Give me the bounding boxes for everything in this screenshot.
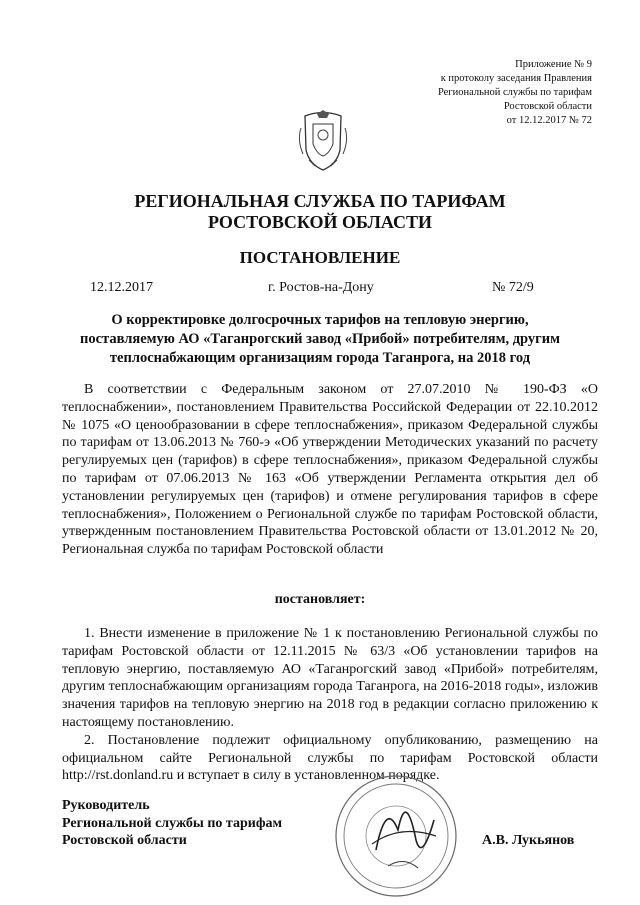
- appendix-line: от 12.12.2017 № 72: [506, 115, 592, 126]
- org-line: РЕГИОНАЛЬНАЯ СЛУЖБА ПО ТАРИФАМ: [134, 191, 506, 211]
- org-line: РОСТОВСКОЙ ОБЛАСТИ: [208, 212, 432, 232]
- document-type: ПОСТАНОВЛЕНИЕ: [239, 248, 401, 267]
- organization-name: [0, 191, 640, 233]
- resolution-item: 2. Постановление подлежит официальному опубликованию, размещению на официальном сайте Региональной службы по тарифам Ростовской области http://rst.donland.ru и вступает в силу в установленном порядке.: [62, 732, 598, 784]
- appendix-line: Приложение № 9: [515, 59, 592, 70]
- appendix-note: [438, 58, 592, 128]
- position-line: Ростовской области: [62, 833, 187, 848]
- resolution-item: 1. Внести изменение в приложение № 1 к постановлению Региональной службы по тарифам Ростовской области от 12.11.2015 № 63/3 «Об установлении тарифов на тепловую энергию, поставляемую АО «Таганрогский завод «Прибой» потребителям, другим теплоснабжающим организациям города Таганрога, на 2016-2018 годы», изложив значения тарифов на тепловую энергию на 2018 год в редакции согласно приложению к настоящему постановлению.: [62, 626, 598, 730]
- appendix-line: Региональной службы по тарифам: [437, 87, 592, 98]
- position-line: Руководитель: [62, 798, 150, 813]
- document-number: № 72/9: [492, 280, 534, 295]
- title-line: теплоснабжающим организациям города Таганрога, на 2018 год: [109, 350, 531, 366]
- appendix-line: Ростовской области: [503, 101, 592, 112]
- signatory-position: [62, 797, 282, 850]
- preamble-section: [62, 381, 598, 559]
- resolution-items: [62, 625, 598, 785]
- document-city: г. Ростов-на-Дону: [268, 280, 374, 295]
- position-line: Региональной службы по тарифам: [62, 815, 283, 831]
- coat-of-arms-emblem: [295, 110, 351, 174]
- title-line: О корректировке долгосрочных тарифов на тепловую энергию,: [111, 312, 529, 328]
- resolves-heading: постановляет:: [274, 592, 366, 607]
- signatory-name: А.В. Лукьянов: [482, 833, 575, 848]
- preamble-paragraph: В соответствии с Федеральным законом от 27.07.2010 № 190-ФЗ «О теплоснабжении», постановлением Правительства Российской Федерации от 22.10.2012 № 1075 «О ценообразовании в сфере теплоснабжения», приказом Федеральной службы по тарифам от 13.06.2013 № 760-э «Об утверждении Методических указаний по расчету регулируемых цен (тарифов) в сфере теплоснабжения», приказом Федеральной службы по тарифам от 07.06.2013 № 163 «Об утверждении Регламента открытия дел об установлении регулируемых цен (тарифов) и отмене регулирования тарифов в сфере теплоснабжения», Положением о Региональной службе по тарифам Ростовской области, утвержденным постановлением Правительства Ростовской области от 13.01.2012 № 20, Региональная служба по тарифам Ростовской области: [62, 382, 598, 558]
- title-line: поставляемую АО «Таганрогский завод «Прибой» потребителям, другим: [80, 331, 560, 347]
- document-title: [62, 311, 578, 368]
- appendix-line: к протоколу заседания Правления: [440, 73, 592, 84]
- official-seal-stamp: [316, 770, 478, 900]
- document-date: 12.12.2017: [90, 280, 153, 295]
